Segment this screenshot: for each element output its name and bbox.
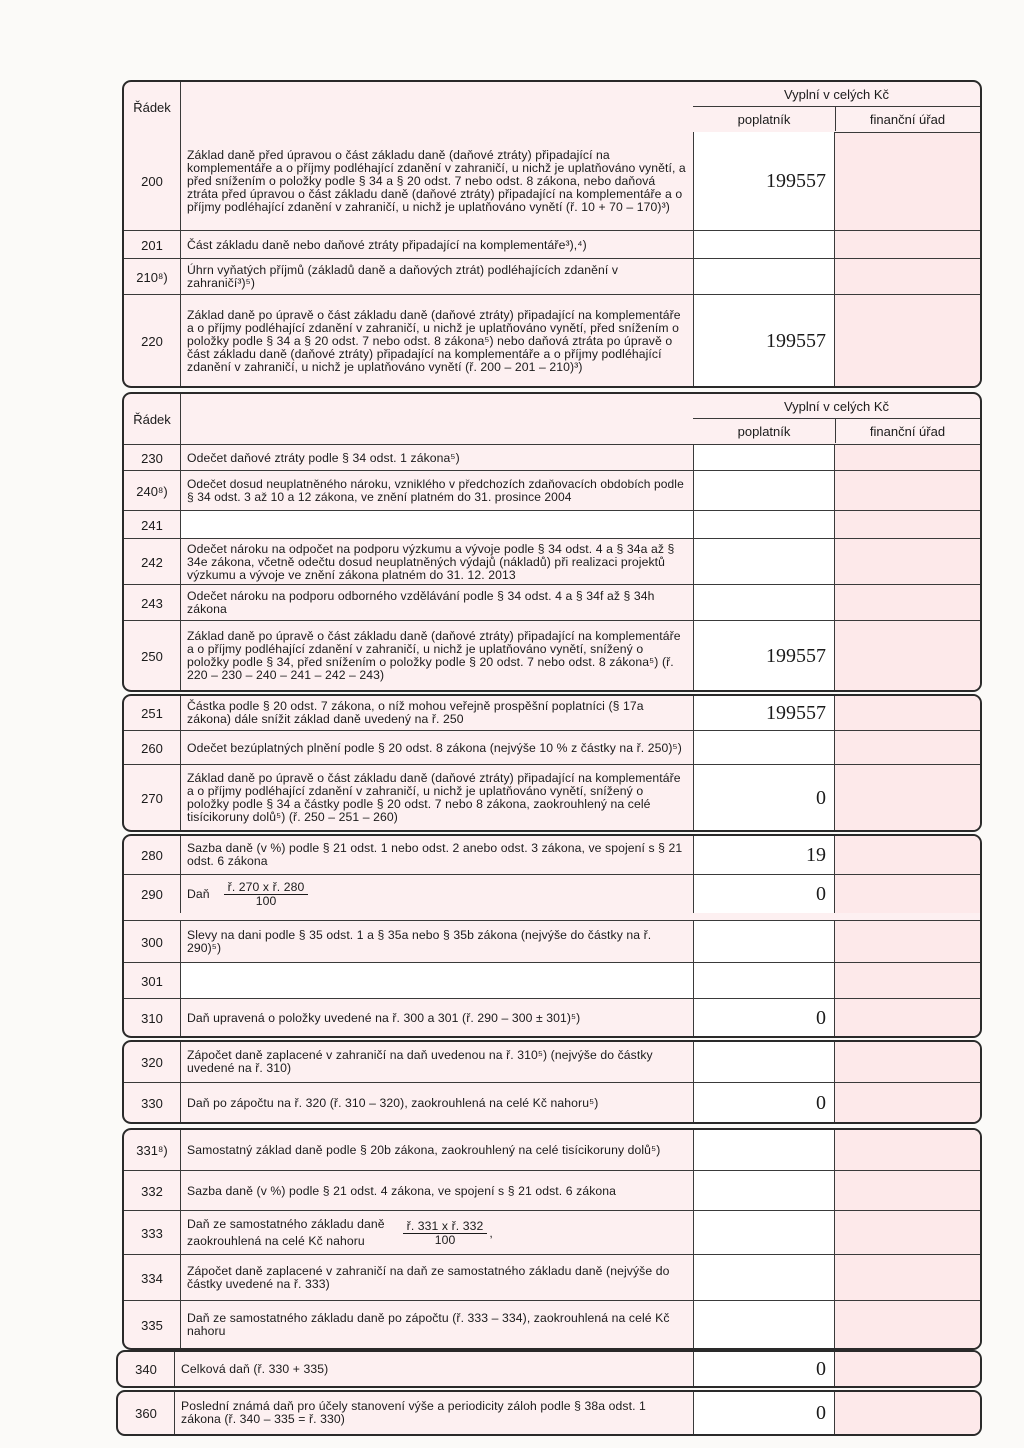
row-210 <box>124 258 980 295</box>
value-field-332[interactable] <box>693 1171 835 1211</box>
desc-lines <box>187 1218 385 1248</box>
row-number: 200 <box>124 132 181 230</box>
row-description <box>181 1211 693 1255</box>
row-number: 201 <box>124 231 181 259</box>
section-331-335 <box>122 1128 982 1350</box>
desc-line-b: zaokrouhlená na celé Kč nahoru <box>187 1234 365 1248</box>
office-field-220 <box>835 295 980 387</box>
office-field-332 <box>835 1171 980 1211</box>
row-description: Slevy na dani podle § 35 odst. 1 a § 35a nebo § 35b zákona (nejvýše do částky na ř. 290)⁵) <box>187 928 652 955</box>
fraction-numerator: ř. 331 x ř. 332 <box>403 1220 488 1234</box>
value-field-210[interactable] <box>693 259 835 295</box>
row-360 <box>118 1392 980 1434</box>
office-field-335 <box>835 1301 980 1349</box>
row-description: Daň ze samostatného základu daně po zápočtu (ř. 333 – 334), zaokrouhlená na celé Kč nahoru <box>187 1311 670 1338</box>
value-field-230[interactable] <box>693 445 835 471</box>
row-number: 241 <box>124 511 181 539</box>
row-331 <box>124 1130 980 1170</box>
fraction-numerator: ř. 270 x ř. 280 <box>224 881 309 895</box>
row-332 <box>124 1170 980 1211</box>
row-description: Základ daně po úpravě o část základu daně (daňové ztráty) připadající na komplementáře a o příjmy podléhající zdanění v zahraničí, u nichž je uplatňováno vynětí, snížený o položky podle § 34 a částky podle § 20 odst. 7 nebo 8 zákona, zaokrouhlený na celé tisícikoruny dolů⁵) (ř. 250 – 251 – 260) <box>187 771 681 824</box>
value-field-250[interactable]: 199557 <box>693 621 835 691</box>
office-field-334 <box>835 1255 980 1301</box>
value-field-310[interactable]: 0 <box>693 999 835 1037</box>
fraction-denominator: 100 <box>434 1232 456 1247</box>
row-310 <box>124 998 980 1037</box>
row-number: 320 <box>124 1042 181 1082</box>
value-field-200[interactable]: 199557 <box>693 132 835 230</box>
value-field-320[interactable] <box>693 1042 835 1082</box>
value-field-270[interactable]: 0 <box>693 765 835 831</box>
section-200-220 <box>122 80 982 388</box>
desc-line-a: Daň ze samostatného základu daně <box>187 1217 385 1231</box>
row-number: 334 <box>124 1255 181 1301</box>
office-field-300 <box>835 921 980 963</box>
row-330 <box>124 1082 980 1123</box>
office-field-200 <box>835 132 980 231</box>
row-250 <box>124 620 980 691</box>
row-description: Úhrn vyňatých příjmů (základů daně a daňových ztrát) podléhajících zdanění v zahraničí³)⁵) <box>187 263 619 290</box>
row-number: 230 <box>124 445 181 471</box>
poplatnik-header: poplatník <box>693 419 836 443</box>
row-description: Zápočet daně zaplacené v zahraničí na daň uvedenou na ř. 310⁵) (nejvýše do částky uvedené na ř. 310) <box>187 1048 653 1075</box>
value-field-290[interactable]: 0 <box>693 875 835 913</box>
row-description: Základ daně před úpravou o část základu daně (daňové ztráty) připadající na komplementáře a o příjmy podléhající zdanění v zahraničí, u nichž je uplatňováno vynětí, a před snížením o položky podle § 34 a § 20 odst. 7 nebo odst. 8 zákona, nebo daňová ztráta před úpravou o část základu daně (daňové ztráty) připadající na komplementáře a o příjmy podléhající zdanění v zahraničí, u nichž je uplatňováno vynětí (ř. 10 + 70 – 170)³) <box>187 147 686 214</box>
row-301 <box>124 962 980 999</box>
row-description: Odečet daňové ztráty podle § 34 odst. 1 zákona⁵) <box>187 450 460 465</box>
row-number: 220 <box>124 295 181 387</box>
row-description: Odečet nároku na odpočet na podporu výzkumu a vývoje podle § 34 odst. 4 a § 34a až § 34e zákona, včetně odečtu dosud neuplatněných výdajů (nákladů) při realizaci projektů výzkumu a vývoje ve znění zákona platném do 31. 12. 2013 <box>187 541 675 582</box>
row-number: 331⁸) <box>124 1130 181 1170</box>
comma: , <box>489 1225 493 1240</box>
row-280 <box>124 836 980 874</box>
row-description: Sazba daně (v %) podle § 21 odst. 4 zákona, ve spojení s § 21 odst. 6 zákona <box>187 1183 617 1198</box>
row-260 <box>124 730 980 765</box>
office-field-333 <box>835 1211 980 1255</box>
row-220 <box>124 294 980 387</box>
office-field-290 <box>835 875 980 913</box>
office-field-310 <box>835 999 980 1037</box>
row-number: 243 <box>124 585 181 621</box>
office-field-251 <box>835 696 980 730</box>
row-320 <box>124 1042 980 1082</box>
vyplni-header: Vyplní v celých Kč <box>693 394 980 419</box>
section-340 <box>116 1350 982 1388</box>
row-number: 300 <box>124 921 181 963</box>
value-field-301[interactable] <box>693 963 835 999</box>
poplatnik-header: poplatník <box>693 107 836 131</box>
dan-label: Daň <box>187 886 210 901</box>
row-description <box>181 875 693 913</box>
office-field-331 <box>835 1130 980 1170</box>
row-242 <box>124 538 980 585</box>
row-number: 280 <box>124 836 181 874</box>
office-field-210 <box>835 259 980 295</box>
row-200 <box>124 132 980 230</box>
office-field-320 <box>835 1042 980 1082</box>
row-description: Část základu daně nebo daňové ztráty připadající na komplementáře³),⁴) <box>187 237 587 252</box>
row-333 <box>124 1210 980 1255</box>
value-field-334[interactable] <box>693 1255 835 1301</box>
value-field-240[interactable] <box>693 471 835 511</box>
section-320-330 <box>122 1040 982 1124</box>
office-field-201 <box>835 231 980 259</box>
value-field-280[interactable]: 19 <box>693 836 835 874</box>
fraction <box>224 881 309 908</box>
value-field-330[interactable]: 0 <box>693 1083 835 1123</box>
row-290 <box>124 874 980 913</box>
row-description: Odečet nároku na podporu odborného vzdělávání podle § 34 odst. 4 a § 34f až § 34h zákona <box>187 589 655 616</box>
row-251 <box>124 696 980 730</box>
office-field-270 <box>835 765 980 831</box>
row-number: 250 <box>124 621 181 691</box>
row-335 <box>124 1300 980 1349</box>
value-field-340[interactable]: 0 <box>693 1352 835 1386</box>
row-description: Poslední známá daň pro účely stanovení výše a periodicity záloh podle § 38a odst. 1 zákona (ř. 340 – 335 = ř. 330) <box>181 1399 646 1426</box>
financni-urad-header: finanční úřad <box>869 423 946 439</box>
row-201 <box>124 230 980 259</box>
row-description: Sazba daně (v %) podle § 21 odst. 1 nebo odst. 2 anebo odst. 3 zákona, ve spojení s § 21 odst. 6 zákona <box>187 841 683 868</box>
row-number: 290 <box>124 875 181 913</box>
section-230-250 <box>122 392 982 692</box>
office-field-250 <box>835 621 980 691</box>
row-number: 340 <box>118 1352 175 1386</box>
row-240 <box>124 470 980 511</box>
row-description: Částka podle § 20 odst. 7 zákona, o níž mohou veřejně prospěšní poplatníci (§ 17a zákona) dále snížit základ daně uvedený na ř. 250 <box>187 699 644 726</box>
value-field-300[interactable] <box>693 921 835 963</box>
row-number: 242 <box>124 539 181 585</box>
value-field-260[interactable] <box>693 731 835 765</box>
row-description: Základ daně po úpravě o část základu daně (daňové ztráty) připadající na komplementáře a o příjmy podléhající zdanění v zahraničí, u nichž je uplatňováno vynětí, před snížením o položky podle § 34 a § 20 odst. 7 nebo odst. 8 zákona⁵) nebo daňová ztráta po úpravě o část základu daně (daňové ztráty) připadající na komplementáře a o příjmy podléhající zdanění v zahraničí, u nichž je uplatňováno vynětí (ř. 200 – 201 – 210)³) <box>187 307 681 374</box>
row-description: Celková daň (ř. 330 + 335) <box>181 1361 329 1376</box>
radek-header: Řádek <box>124 394 181 444</box>
row-300 <box>124 920 980 963</box>
row-340 <box>118 1352 980 1386</box>
fraction <box>403 1220 488 1247</box>
office-field-360 <box>835 1392 980 1434</box>
row-number: 330 <box>124 1083 181 1123</box>
value-field-251[interactable]: 199557 <box>693 696 835 730</box>
row-number: 360 <box>118 1392 175 1434</box>
value-field-201[interactable] <box>693 231 835 259</box>
value-field-241[interactable] <box>693 511 835 539</box>
row-241 <box>124 510 980 539</box>
section-251-270 <box>122 694 982 832</box>
row-description: Daň po zápočtu na ř. 320 (ř. 310 – 320), zaokrouhlená na celé Kč nahoru⁵) <box>187 1095 599 1110</box>
section-280-310 <box>122 834 982 1038</box>
value-field-331[interactable] <box>693 1130 835 1170</box>
row-number: 251 <box>124 696 181 730</box>
financni-urad-header: finanční úřad <box>869 111 946 127</box>
office-field-280 <box>835 836 980 874</box>
row-description[interactable] <box>181 511 693 539</box>
row-number: 310 <box>124 999 181 1037</box>
row-number: 210⁸) <box>124 259 181 295</box>
row-243 <box>124 584 980 621</box>
radek-header: Řádek <box>124 82 181 132</box>
row-description: Základ daně po úpravě o část základu daně (daňové ztráty) připadající na komplementáře a o příjmy podléhající zdanění v zahraničí, u nichž je uplatňováno vynětí, snížený o položky podle § 34, před snížením o položky podle § 20 odst. 7 nebo odst. 8 zákona⁵) (ř. 220 – 230 – 240 – 241 – 242 – 243) <box>187 629 681 682</box>
office-field-260 <box>835 731 980 765</box>
row-description: Odečet dosud neuplatněného nároku, vzniklého v předchozích zdaňovacích obdobích podle § 34 odst. 3 až 10 a 12 zákona, ve znění platném do 31. prosince 2004 <box>187 477 684 504</box>
value-field-333[interactable] <box>693 1211 835 1255</box>
office-field-230 <box>835 445 980 471</box>
row-334 <box>124 1254 980 1301</box>
row-description[interactable] <box>181 963 693 999</box>
office-field-330 <box>835 1083 980 1123</box>
section-360 <box>116 1390 982 1436</box>
value-field-243[interactable] <box>693 585 835 621</box>
row-230 <box>124 444 980 471</box>
office-field-242 <box>835 539 980 585</box>
row-number: 270 <box>124 765 181 831</box>
office-field-241 <box>835 511 980 539</box>
office-field-243 <box>835 585 980 621</box>
value-field-360[interactable]: 0 <box>693 1392 835 1434</box>
office-field-240 <box>835 471 980 511</box>
row-number: 332 <box>124 1171 181 1211</box>
row-description: Zápočet daně zaplacené v zahraničí na daň ze samostatného základu daně (nejvýše do částky uvedené na ř. 333) <box>187 1264 670 1291</box>
value-field-242[interactable] <box>693 539 835 585</box>
office-field-301 <box>835 963 980 999</box>
row-270 <box>124 764 980 831</box>
row-description: Daň upravená o položky uvedené na ř. 300 a 301 (ř. 290 – 300 ± 301)⁵) <box>187 1010 581 1025</box>
row-number: 240⁸) <box>124 471 181 511</box>
row-number: 260 <box>124 731 181 765</box>
row-description: Samostatný základ daně podle § 20b zákona, zaokrouhlený na celé tisícikoruny dolů⁵) <box>187 1142 661 1157</box>
vyplni-header: Vyplní v celých Kč <box>693 82 980 107</box>
row-number: 301 <box>124 963 181 999</box>
fraction-denominator: 100 <box>255 893 277 908</box>
office-field-340 <box>835 1352 980 1386</box>
value-field-220[interactable]: 199557 <box>693 295 835 387</box>
row-description: Odečet bezúplatných plnění podle § 20 odst. 8 zákona (nejvýše 10 % z částky na ř. 250)⁵) <box>187 740 682 755</box>
row-number: 333 <box>124 1211 181 1255</box>
row-number: 335 <box>124 1301 181 1349</box>
value-field-335[interactable] <box>693 1301 835 1349</box>
